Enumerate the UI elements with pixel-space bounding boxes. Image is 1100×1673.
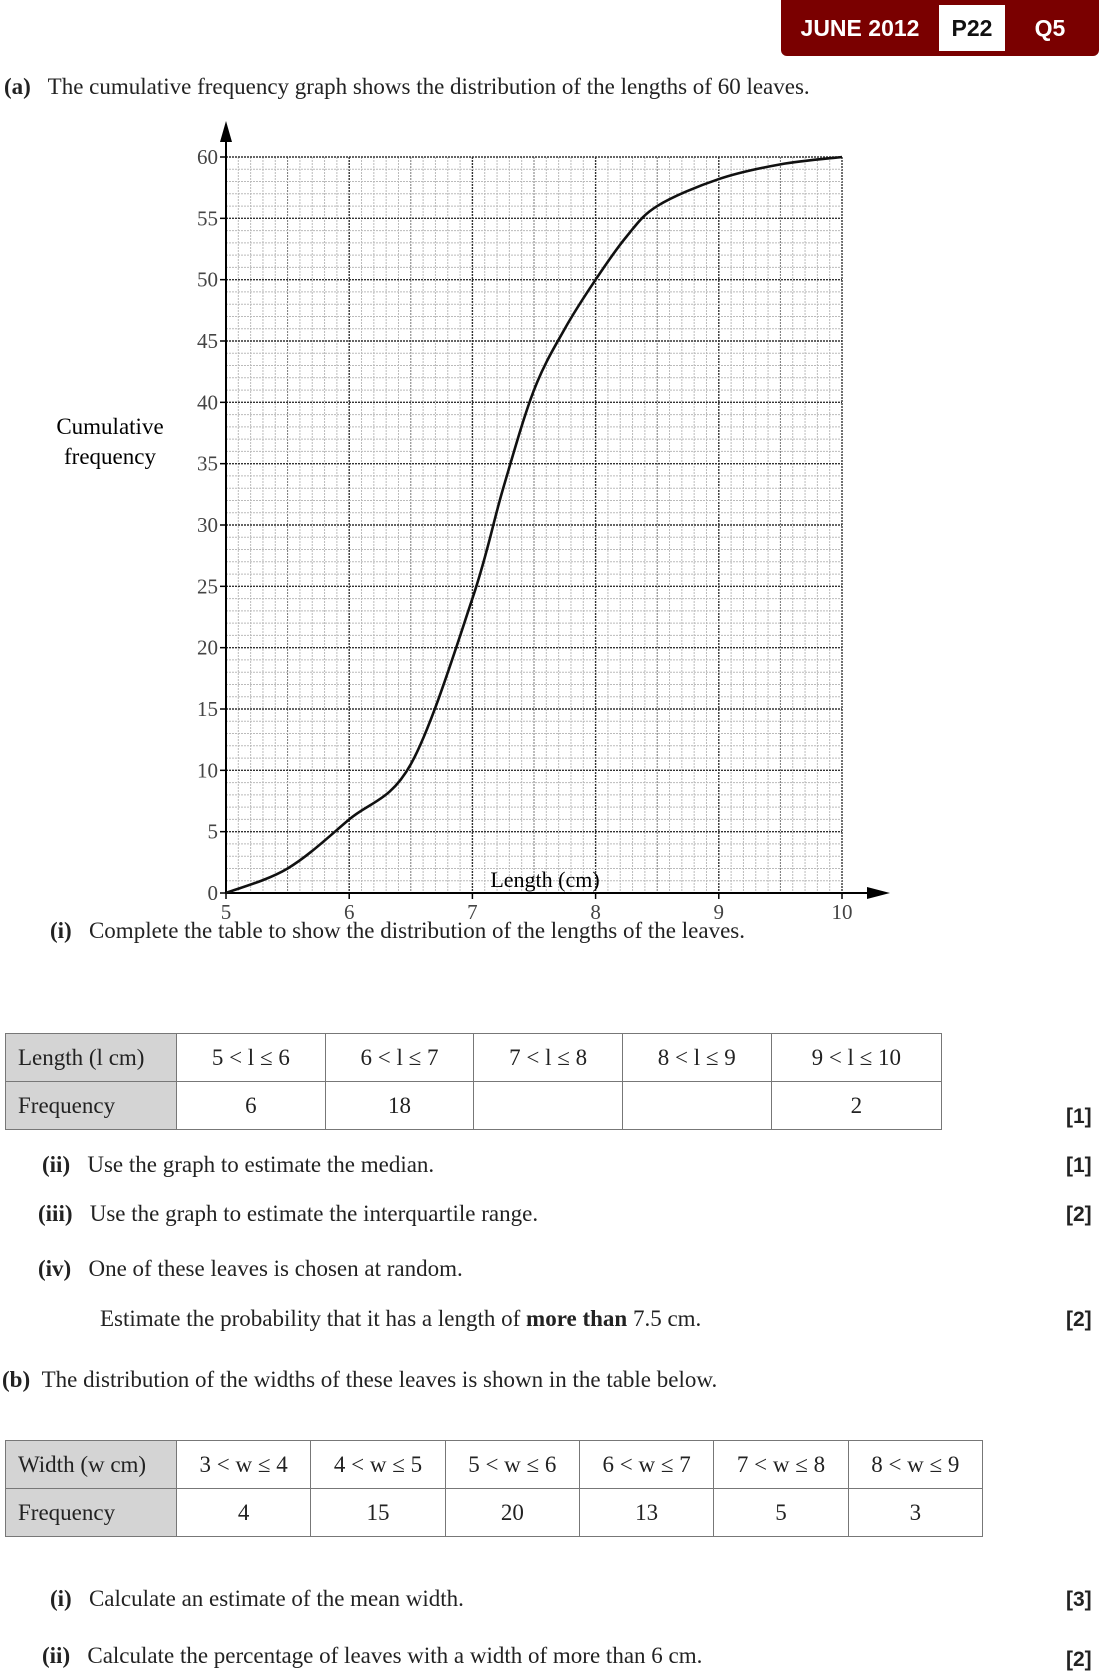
part-b-text: The distribution of the widths of these leaves is shown in the table below. (41, 1367, 718, 1392)
width-table (5, 1440, 983, 1537)
table-cell: 3 < w ≤ 4 (177, 1441, 311, 1489)
q-text: 7.5 cm. (627, 1306, 702, 1331)
y-tick-label: 0 (207, 881, 218, 905)
table-cell: 20 (445, 1489, 579, 1537)
answer-cell[interactable] (622, 1082, 771, 1130)
table-cell: 6 (177, 1082, 326, 1130)
y-tick-label: 15 (197, 697, 218, 721)
table-cell: 3 (848, 1489, 982, 1537)
session-label: JUNE 2012 (800, 14, 920, 41)
length-table (5, 1033, 942, 1130)
question-a-iii (38, 1201, 538, 1227)
marks: [3] (1066, 1588, 1092, 1611)
question-a-ii (42, 1152, 434, 1178)
x-tick-label: 5 (220, 900, 232, 924)
q-text: Calculate the percentage of leaves with a width of more than 6 cm. (87, 1643, 703, 1668)
q-text: Use the graph to estimate the median. (87, 1152, 435, 1177)
q-text: Use the graph to estimate the interquartile range. (89, 1201, 539, 1226)
y-tick-label: 35 (197, 451, 218, 476)
table-cell: 5 (714, 1489, 848, 1537)
q-label: (iii) (38, 1201, 73, 1226)
marks: [1] (1066, 1105, 1092, 1128)
question-badge (781, 0, 1099, 56)
y-tick-label: 60 (197, 145, 218, 169)
table-row-label: Frequency (6, 1082, 177, 1130)
table-cell: 4 (177, 1489, 311, 1537)
y-axis-label-2: frequency (64, 444, 156, 469)
x-tick-label: 6 (343, 900, 355, 924)
x-tick-label: 7 (467, 900, 478, 924)
q-label: (i) (50, 918, 72, 943)
y-tick-label: 45 (197, 329, 218, 353)
table-cell: 13 (579, 1489, 713, 1537)
marks: [1] (1066, 1154, 1092, 1177)
y-tick-label: 20 (197, 635, 218, 660)
table-cell: 9 < l ≤ 10 (771, 1034, 941, 1082)
table-cell: 18 (325, 1082, 474, 1130)
table-cell: 6 < w ≤ 7 (579, 1441, 713, 1489)
y-tick-label: 25 (197, 574, 218, 599)
y-tick-label: 30 (197, 513, 218, 537)
answer-cell[interactable] (474, 1082, 623, 1130)
y-tick-label: 5 (207, 819, 218, 844)
question-b-i (50, 1586, 464, 1612)
question-a-iv (38, 1256, 463, 1282)
y-axis-arrow-icon (220, 121, 232, 142)
table-cell: 7 < w ≤ 8 (714, 1441, 848, 1489)
q-label: (ii) (42, 1152, 71, 1177)
marks: [2] (1066, 1648, 1092, 1671)
table-row (6, 1082, 942, 1130)
x-axis-label: Length (cm) (490, 867, 600, 892)
table-header: Length (l cm) (6, 1034, 177, 1082)
table-cell: 15 (311, 1489, 445, 1537)
q-text: Complete the table to show the distribution of the lengths of the leaves. (88, 918, 745, 943)
table-cell: 7 < l ≤ 8 (474, 1034, 623, 1082)
question-a-iv-line2 (100, 1306, 701, 1332)
question-label: Q5 (1034, 14, 1066, 41)
table-cell: 6 < l ≤ 7 (325, 1034, 474, 1082)
table-cell: 2 (771, 1082, 941, 1130)
q-label: (iv) (38, 1256, 72, 1281)
x-tick-label: 10 (831, 900, 853, 924)
part-a-text: The cumulative frequency graph shows the distribution of the lengths of 60 leaves. (47, 74, 810, 99)
grid (226, 157, 842, 893)
part-label: (b) (2, 1367, 31, 1392)
cumulative-frequency-chart (0, 110, 900, 924)
y-tick-label: 55 (197, 206, 218, 231)
marks: [2] (1066, 1308, 1092, 1331)
q-text: Calculate an estimate of the mean width. (88, 1586, 464, 1611)
part-label: (a) (4, 74, 31, 99)
table-row (6, 1441, 983, 1489)
table-cell: 5 < w ≤ 6 (445, 1441, 579, 1489)
table-cell: 5 < l ≤ 6 (177, 1034, 326, 1082)
marks: [2] (1066, 1203, 1092, 1226)
q-text: One of these leaves is chosen at random. (88, 1256, 463, 1281)
y-tick-label: 40 (197, 390, 218, 415)
q-label: (ii) (42, 1643, 71, 1668)
table-cell: 8 < l ≤ 9 (622, 1034, 771, 1082)
question-a-i (50, 918, 745, 944)
table-cell: 8 < w ≤ 9 (848, 1441, 982, 1489)
table-cell: 4 < w ≤ 5 (311, 1441, 445, 1489)
y-tick-label: 10 (197, 758, 218, 783)
table-row-label: Frequency (6, 1489, 177, 1537)
y-axis-label-1: Cumulative (56, 414, 164, 439)
q-text: Estimate the probability that it has a length of (100, 1306, 527, 1331)
y-tick-label: 50 (197, 267, 218, 292)
x-axis-arrow-icon (867, 887, 890, 899)
x-tick-label: 9 (713, 900, 725, 924)
table-row (6, 1034, 942, 1082)
table-row (6, 1489, 983, 1537)
x-tick-label: 8 (590, 900, 601, 924)
q-label: (i) (50, 1586, 72, 1611)
paper-label: P22 (939, 5, 1005, 51)
part-a-intro (4, 74, 810, 100)
q-emphasis: more than (526, 1306, 628, 1331)
question-b-ii (42, 1643, 702, 1669)
part-b-intro (2, 1367, 717, 1393)
table-header: Width (w cm) (6, 1441, 177, 1489)
